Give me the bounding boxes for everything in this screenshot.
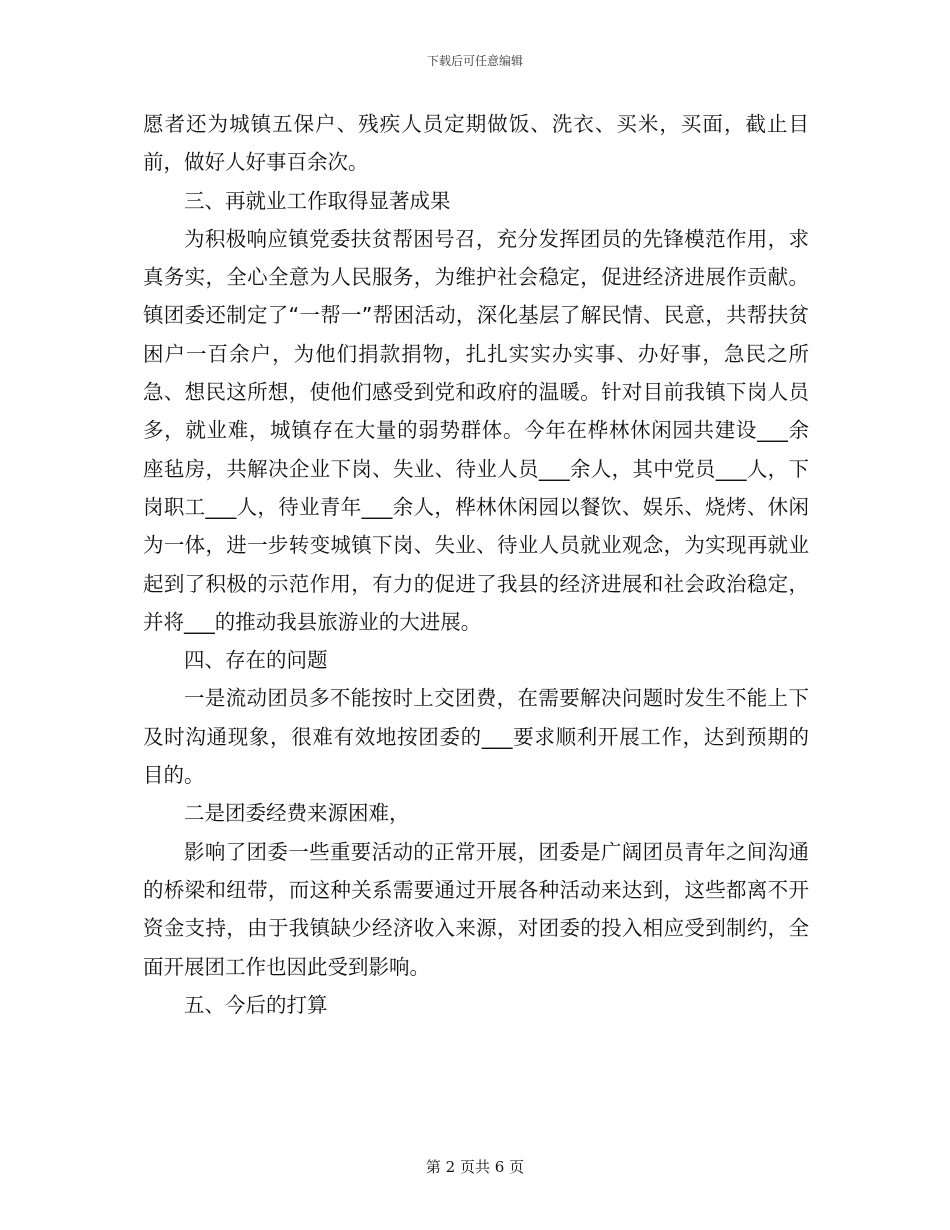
page-number-footer: 第 2 页共 6 页 (425, 1158, 525, 1176)
section-heading-future-plans: 五、今后的打算 (184, 992, 328, 1017)
paragraph-problem-two: 影响了团委一些重要活动的正常开展，团委是广阔团员青年之间沟通的桥梁和纽带，而这种关系需要通过开展各种活动来达到，这些都离不开资金支持，由于我镇缺少经济收入来源，对团委的投入相应受到制约，全面开展团工作也因此受到影响。 (143, 839, 809, 979)
paragraph-problem-two-heading: 二是团委经费来源困难， (184, 801, 410, 826)
section-heading-problems: 四、存在的问题 (184, 648, 328, 673)
document-body (143, 105, 809, 1024)
paragraph-continuation: 愿者还为城镇五保户、残疾人员定期做饭、洗衣、买米，买面，截止目前，做好人好事百余次。 (143, 112, 809, 175)
paragraph-reemployment: 为积极响应镇党委扶贫帮困号召，充分发挥团员的先锋模范作用，求真务实，全心全意为人民服务，为维护社会稳定，促进经济进展作贡献。镇团委还制定了“一帮一”帮困活动，深化基层了解民情、民意，共帮扶贫困户一百余户，为他们捐款捐物，扎扎实实办实事、办好事，急民之所急、想民这所想，使他们感受到党和政府的温暖。针对目前我镇下岗人员多，就业难，城镇存在大量的弱势群体。今年在桦林休闲园共建设___余座毡房，共解决企业下岗、失业、待业人员___余人，其中党员___人，下岗职工___人，待业青年___余人，桦林休闲园以餐饮、娱乐、烧烤、休闲为一体，进一步转变城镇下岗、失业、待业人员就业观念，为实现再就业起到了积极的示范作用，有力的促进了我县的经济进展和社会政治稳定，并将___的推动我县旅游业的大进展。 (143, 226, 809, 634)
paragraph-problem-one: 一是流动团员多不能按时上交团费，在需要解决问题时发生不能上下及时沟通现象，很难有效地按团委的___要求顺利开展工作，达到预期的目的。 (143, 686, 809, 788)
page-header: 下载后可任意编辑 (426, 54, 523, 68)
section-heading-reemployment: 三、再就业工作取得显著成果 (184, 188, 451, 213)
